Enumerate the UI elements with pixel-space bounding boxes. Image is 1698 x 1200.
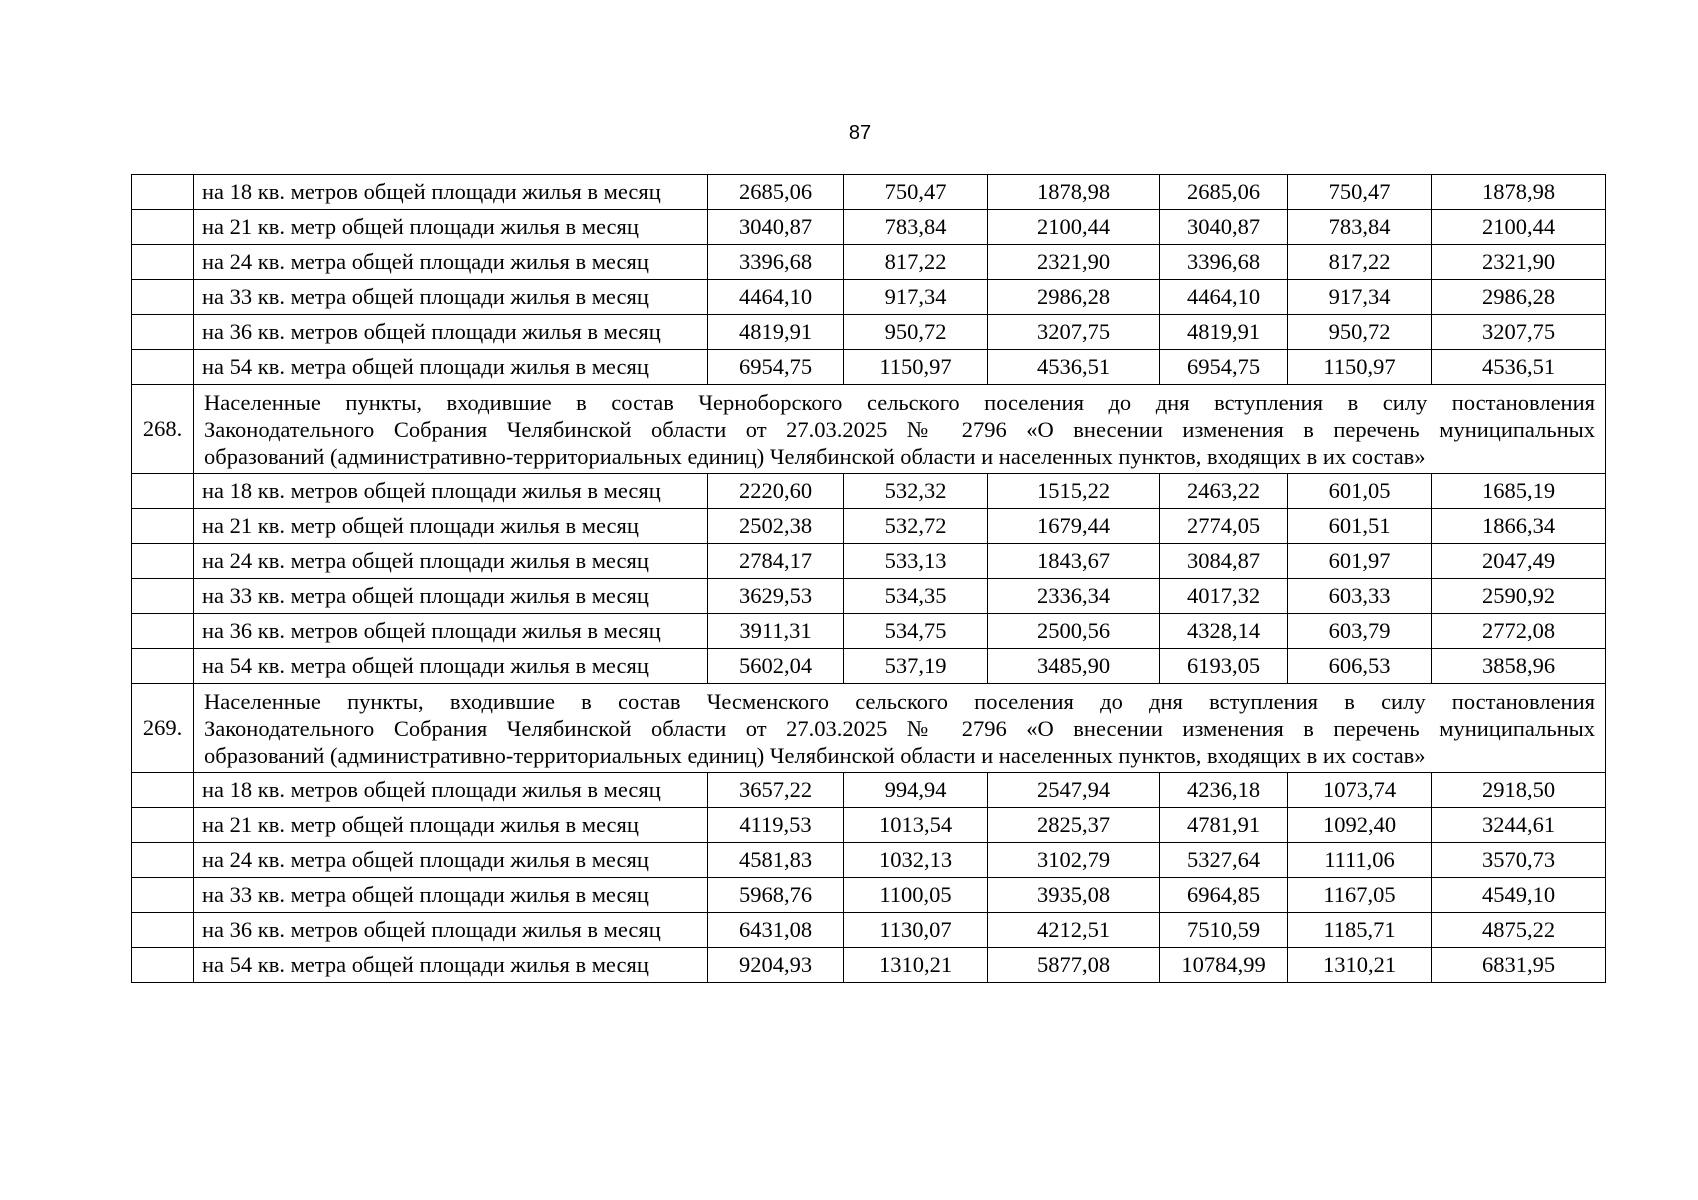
value-cell: 1073,74 — [1288, 773, 1432, 808]
value-cell: 2100,44 — [1432, 210, 1606, 245]
table-row — [132, 350, 1606, 385]
value-cell: 2825,37 — [988, 808, 1160, 843]
value-cell: 2784,17 — [708, 544, 844, 579]
row-index — [132, 579, 194, 614]
table-row — [132, 878, 1606, 913]
row-label: на 21 кв. метр общей площади жилья в месяц — [194, 808, 708, 843]
value-cell: 4819,91 — [1160, 315, 1288, 350]
row-index: 269. — [132, 684, 194, 773]
value-cell: 3396,68 — [708, 245, 844, 280]
value-cell: 783,84 — [844, 210, 988, 245]
value-cell: 7510,59 — [1160, 913, 1288, 948]
table-body — [132, 175, 1606, 983]
table-row — [132, 280, 1606, 315]
value-cell: 4875,22 — [1432, 913, 1606, 948]
value-cell: 4819,91 — [708, 315, 844, 350]
value-cell: 1013,54 — [844, 808, 988, 843]
value-cell: 1150,97 — [844, 350, 988, 385]
value-cell: 750,47 — [844, 175, 988, 210]
value-cell: 2047,49 — [1432, 544, 1606, 579]
value-cell: 4536,51 — [988, 350, 1160, 385]
row-index — [132, 175, 194, 210]
value-cell: 3102,79 — [988, 843, 1160, 878]
table-row — [132, 544, 1606, 579]
value-cell: 532,72 — [844, 509, 988, 544]
row-index — [132, 773, 194, 808]
value-cell: 917,34 — [1288, 280, 1432, 315]
value-cell: 4549,10 — [1432, 878, 1606, 913]
row-label: на 36 кв. метров общей площади жилья в месяц — [194, 913, 708, 948]
row-label: на 24 кв. метра общей площади жилья в месяц — [194, 245, 708, 280]
value-cell: 2986,28 — [1432, 280, 1606, 315]
group-description-line: Населенные пункты, входившие в состав Черноборского сельского поселения до дня вступления в силу постановления — [204, 389, 1595, 415]
value-cell: 4017,32 — [1160, 579, 1288, 614]
value-cell: 2685,06 — [708, 175, 844, 210]
value-cell: 3629,53 — [708, 579, 844, 614]
value-cell: 2590,92 — [1432, 579, 1606, 614]
value-cell: 4581,83 — [708, 843, 844, 878]
value-cell: 1685,19 — [1432, 474, 1606, 509]
value-cell: 817,22 — [1288, 245, 1432, 280]
value-cell: 3040,87 — [708, 210, 844, 245]
value-cell: 750,47 — [1288, 175, 1432, 210]
row-label: на 24 кв. метра общей площади жилья в месяц — [194, 843, 708, 878]
value-cell: 994,94 — [844, 773, 988, 808]
value-cell: 537,19 — [844, 649, 988, 684]
row-label: на 36 кв. метров общей площади жилья в месяц — [194, 315, 708, 350]
table-row — [132, 649, 1606, 684]
row-index: 268. — [132, 385, 194, 474]
value-cell: 4781,91 — [1160, 808, 1288, 843]
value-cell: 1866,34 — [1432, 509, 1606, 544]
value-cell: 950,72 — [844, 315, 988, 350]
value-cell: 2685,06 — [1160, 175, 1288, 210]
value-cell: 3396,68 — [1160, 245, 1288, 280]
value-cell: 3935,08 — [988, 878, 1160, 913]
table-row — [132, 245, 1606, 280]
value-cell: 1111,06 — [1288, 843, 1432, 878]
row-index — [132, 474, 194, 509]
value-cell: 601,51 — [1288, 509, 1432, 544]
value-cell: 532,32 — [844, 474, 988, 509]
value-cell: 10784,99 — [1160, 948, 1288, 983]
value-cell: 4464,10 — [1160, 280, 1288, 315]
row-label: на 18 кв. метров общей площади жилья в месяц — [194, 175, 708, 210]
value-cell: 5968,76 — [708, 878, 844, 913]
value-cell: 2774,05 — [1160, 509, 1288, 544]
value-cell: 6954,75 — [1160, 350, 1288, 385]
value-cell: 1167,05 — [1288, 878, 1432, 913]
table-row — [132, 614, 1606, 649]
value-cell: 4212,51 — [988, 913, 1160, 948]
row-label: на 33 кв. метра общей площади жилья в месяц — [194, 878, 708, 913]
value-cell: 2321,90 — [1432, 245, 1606, 280]
value-cell: 6964,85 — [1160, 878, 1288, 913]
value-cell: 601,05 — [1288, 474, 1432, 509]
value-cell: 2336,34 — [988, 579, 1160, 614]
value-cell: 1185,71 — [1288, 913, 1432, 948]
value-cell: 2100,44 — [988, 210, 1160, 245]
value-cell: 2772,08 — [1432, 614, 1606, 649]
table-row — [132, 948, 1606, 983]
row-index — [132, 808, 194, 843]
value-cell: 6954,75 — [708, 350, 844, 385]
row-index — [132, 210, 194, 245]
row-index — [132, 913, 194, 948]
row-index — [132, 245, 194, 280]
value-cell: 1310,21 — [1288, 948, 1432, 983]
value-cell: 1130,07 — [844, 913, 988, 948]
table-row — [132, 913, 1606, 948]
value-cell: 3911,31 — [708, 614, 844, 649]
value-cell: 3207,75 — [1432, 315, 1606, 350]
table-row — [132, 474, 1606, 509]
group-header-row — [132, 684, 1606, 773]
value-cell: 6193,05 — [1160, 649, 1288, 684]
row-label: на 24 кв. метра общей площади жилья в месяц — [194, 544, 708, 579]
row-label: на 54 кв. метра общей площади жилья в месяц — [194, 948, 708, 983]
value-cell: 5327,64 — [1160, 843, 1288, 878]
row-label: на 54 кв. метра общей площади жилья в месяц — [194, 649, 708, 684]
table-row — [132, 315, 1606, 350]
value-cell: 3485,90 — [988, 649, 1160, 684]
table-row — [132, 579, 1606, 614]
row-index — [132, 350, 194, 385]
value-cell: 4328,14 — [1160, 614, 1288, 649]
row-index — [132, 878, 194, 913]
page-number: 87 — [848, 122, 872, 144]
row-index — [132, 843, 194, 878]
value-cell: 1150,97 — [1288, 350, 1432, 385]
value-cell: 1100,05 — [844, 878, 988, 913]
value-cell: 534,35 — [844, 579, 988, 614]
value-cell: 534,75 — [844, 614, 988, 649]
row-index — [132, 509, 194, 544]
value-cell: 1878,98 — [1432, 175, 1606, 210]
row-label: на 33 кв. метра общей площади жилья в месяц — [194, 280, 708, 315]
value-cell: 917,34 — [844, 280, 988, 315]
value-cell: 3084,87 — [1160, 544, 1288, 579]
value-cell: 4536,51 — [1432, 350, 1606, 385]
row-index — [132, 649, 194, 684]
value-cell: 817,22 — [844, 245, 988, 280]
row-index — [132, 280, 194, 315]
table-row — [132, 210, 1606, 245]
table-row — [132, 843, 1606, 878]
row-label: на 36 кв. метров общей площади жилья в месяц — [194, 614, 708, 649]
value-cell: 4236,18 — [1160, 773, 1288, 808]
value-cell: 2500,56 — [988, 614, 1160, 649]
value-cell: 4464,10 — [708, 280, 844, 315]
value-cell: 5877,08 — [988, 948, 1160, 983]
value-cell: 2986,28 — [988, 280, 1160, 315]
value-cell: 1032,13 — [844, 843, 988, 878]
row-index — [132, 614, 194, 649]
value-cell: 3657,22 — [708, 773, 844, 808]
value-cell: 1092,40 — [1288, 808, 1432, 843]
group-description — [194, 385, 1606, 474]
value-cell: 2547,94 — [988, 773, 1160, 808]
value-cell: 3207,75 — [988, 315, 1160, 350]
tariff-table — [131, 174, 1606, 983]
value-cell: 1310,21 — [844, 948, 988, 983]
row-label: на 21 кв. метр общей площади жилья в месяц — [194, 210, 708, 245]
value-cell: 603,33 — [1288, 579, 1432, 614]
row-label: на 18 кв. метров общей площади жилья в месяц — [194, 474, 708, 509]
group-description-line: Населенные пункты, входившие в состав Чесменского сельского поселения до дня вступления в силу постановления — [204, 688, 1595, 714]
value-cell: 783,84 — [1288, 210, 1432, 245]
row-label: на 33 кв. метра общей площади жилья в месяц — [194, 579, 708, 614]
value-cell: 603,79 — [1288, 614, 1432, 649]
value-cell: 5602,04 — [708, 649, 844, 684]
value-cell: 1843,67 — [988, 544, 1160, 579]
group-header-row — [132, 385, 1606, 474]
table-row — [132, 175, 1606, 210]
value-cell: 601,97 — [1288, 544, 1432, 579]
group-description-line: образований (административно-территориальных единиц) Челябинской области и населенных пунктов, входящих в их состав» — [204, 742, 1426, 768]
group-description-line: Законодательного Собрания Челябинской области от 27.03.2025 № 2796 «О внесении изменения в перечень муниципальных — [204, 416, 1595, 442]
value-cell: 3040,87 — [1160, 210, 1288, 245]
value-cell: 2321,90 — [988, 245, 1160, 280]
value-cell: 606,53 — [1288, 649, 1432, 684]
value-cell: 6831,95 — [1432, 948, 1606, 983]
row-index — [132, 544, 194, 579]
row-index — [132, 315, 194, 350]
value-cell: 1515,22 — [988, 474, 1160, 509]
table-row — [132, 509, 1606, 544]
value-cell: 9204,93 — [708, 948, 844, 983]
value-cell: 6431,08 — [708, 913, 844, 948]
group-description-line: образований (административно-территориальных единиц) Челябинской области и населенных пунктов, входящих в их состав» — [204, 443, 1426, 469]
value-cell: 3244,61 — [1432, 808, 1606, 843]
value-cell: 1878,98 — [988, 175, 1160, 210]
row-label: на 54 кв. метра общей площади жилья в месяц — [194, 350, 708, 385]
value-cell: 950,72 — [1288, 315, 1432, 350]
value-cell: 2918,50 — [1432, 773, 1606, 808]
table-row — [132, 773, 1606, 808]
row-label: на 18 кв. метров общей площади жилья в месяц — [194, 773, 708, 808]
row-label: на 21 кв. метр общей площади жилья в месяц — [194, 509, 708, 544]
value-cell: 2502,38 — [708, 509, 844, 544]
group-description — [194, 684, 1606, 773]
value-cell: 3858,96 — [1432, 649, 1606, 684]
value-cell: 1679,44 — [988, 509, 1160, 544]
row-index — [132, 948, 194, 983]
value-cell: 2463,22 — [1160, 474, 1288, 509]
value-cell: 3570,73 — [1432, 843, 1606, 878]
group-description-line: Законодательного Собрания Челябинской области от 27.03.2025 № 2796 «О внесении изменения в перечень муниципальных — [204, 715, 1595, 741]
value-cell: 2220,60 — [708, 474, 844, 509]
value-cell: 4119,53 — [708, 808, 844, 843]
value-cell: 533,13 — [844, 544, 988, 579]
table-row — [132, 808, 1606, 843]
